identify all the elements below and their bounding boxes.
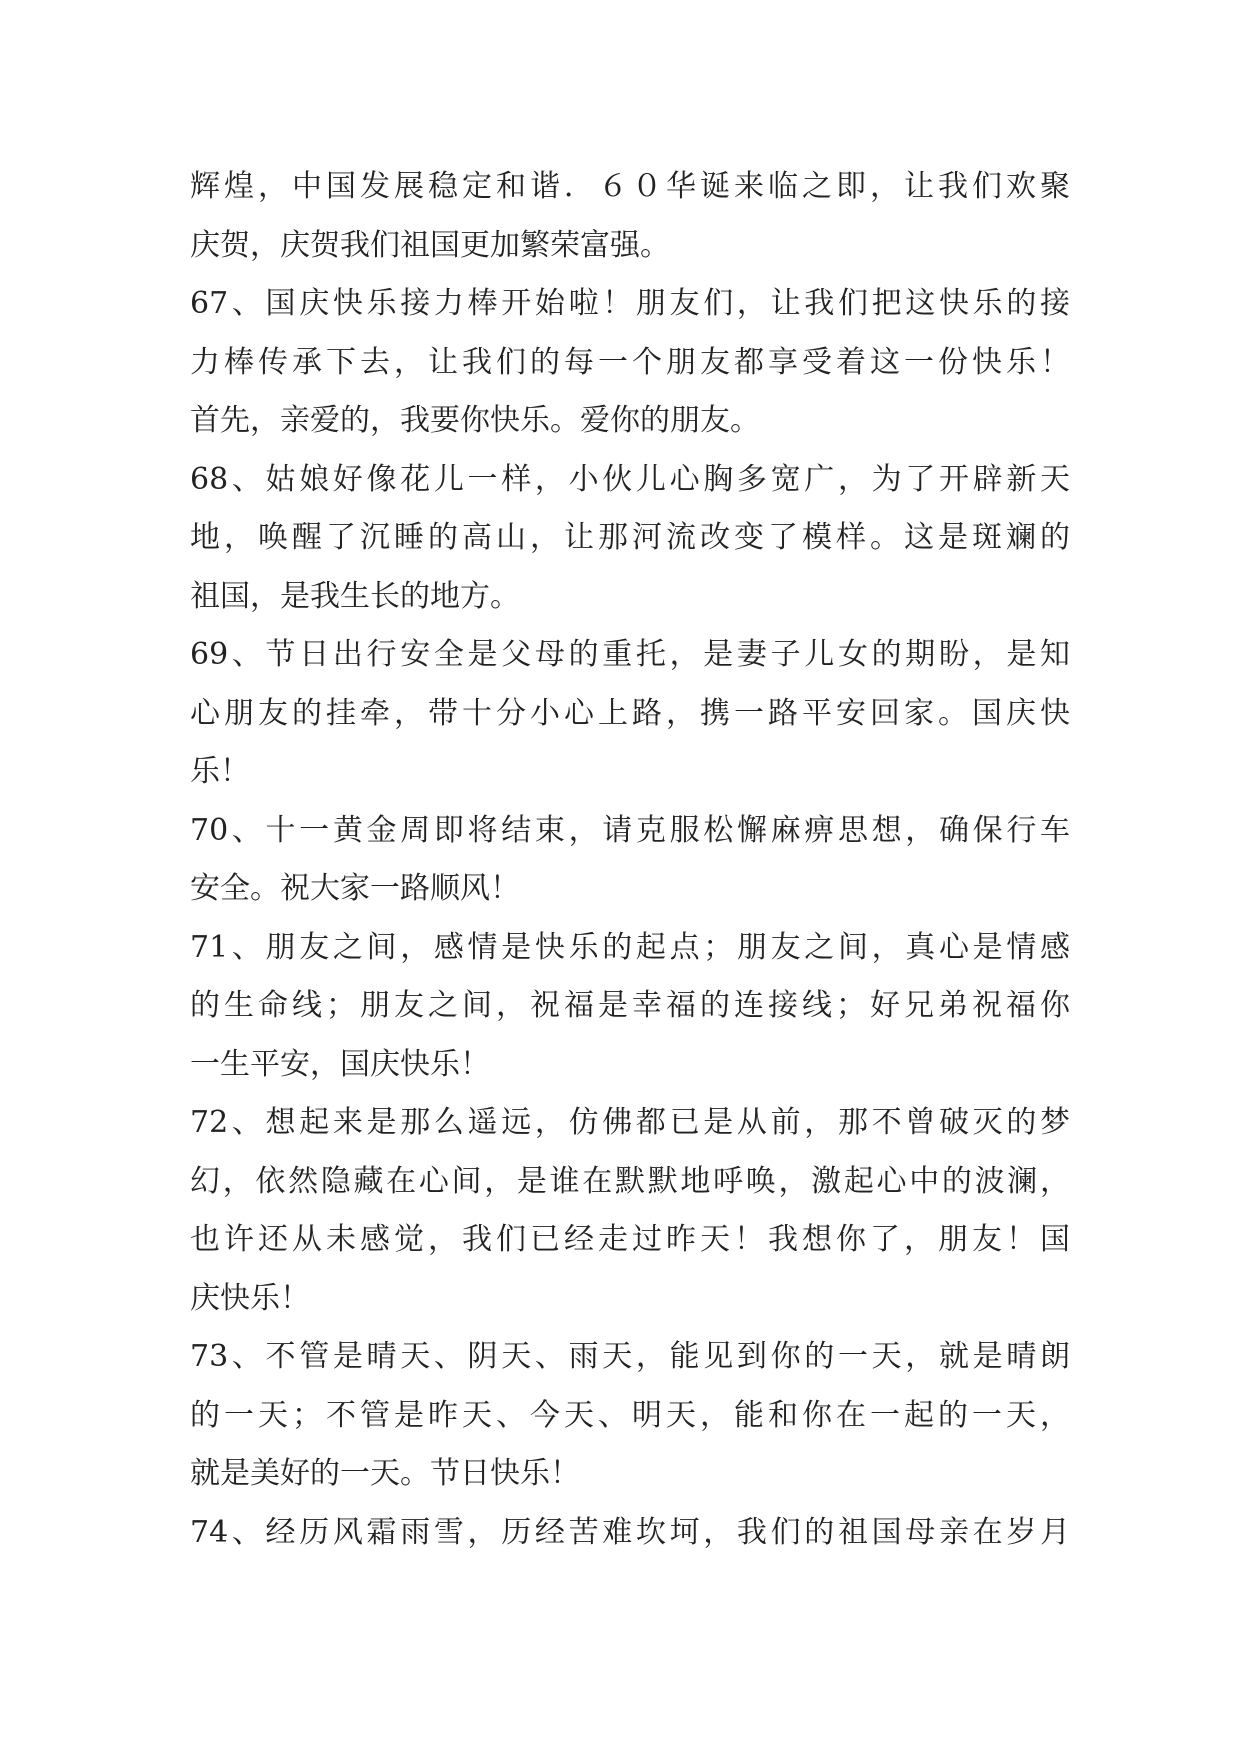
text-line: 力棒传承下去，让我们的每一个朋友都享受着这一份快乐！ [190,344,1070,380]
document-body [190,158,1070,1562]
text-line: 庆快乐！ [190,1280,310,1316]
text-line: 乐！ [190,754,250,789]
text-line: 73、不管是晴天、阴天、雨天，能见到你的一天，就是晴朗 [190,1339,1070,1374]
text-line: 的生命线；朋友之间，祝福是幸福的连接线；好兄弟祝福你 [190,988,1070,1023]
text-line: 72、想起来是那么遥远，仿佛都已是从前，那不曾破灭的梦 [190,1105,1070,1140]
text-line: 安全。祝大家一路顺风！ [190,871,520,906]
text-line: 幻，依然隐藏在心间，是谁在默默地呼唤，激起心中的波澜， [190,1163,1070,1199]
text-line: 70、十一黄金周即将结束，请克服松懈麻痹思想，确保行车 [190,812,1070,848]
text-line: 也许还从未感觉，我们已经走过昨天！我想你了，朋友！国 [190,1222,1070,1257]
text-line: 一生平安，国庆快乐！ [190,1046,490,1082]
text-line: 68、姑娘好像花儿一样，小伙儿心胸多宽广，为了开辟新天 [190,461,1070,497]
text-line: 就是美好的一天。节日快乐！ [190,1456,580,1491]
text-line: 首先，亲爱的，我要你快乐。爱你的朋友。 [190,403,760,438]
text-line: 辉煌，中国发展稳定和谐．６０华诞来临之即，让我们欢聚 [190,169,1070,204]
text-line: 地，唤醒了沉睡的高山，让那河流改变了模样。这是斑斓的 [190,520,1070,555]
text-line: 祖国，是我生长的地方。 [190,578,520,614]
text-line: 69、节日出行安全是父母的重托，是妻子儿女的期盼，是知 [190,637,1070,672]
text-line: 的一天；不管是昨天、今天、明天，能和你在一起的一天， [190,1397,1070,1433]
text-line: 67、国庆快乐接力棒开始啦！朋友们，让我们把这快乐的接 [190,286,1070,321]
text-line: 71、朋友之间，感情是快乐的起点；朋友之间，真心是情感 [190,929,1070,965]
text-line: 心朋友的挂牵，带十分小心上路，携一路平安回家。国庆快 [190,695,1070,731]
text-line: 74、经历风霜雨雪，历经苦难坎坷，我们的祖国母亲在岁月 [190,1514,1070,1550]
text-line: 庆贺，庆贺我们祖国更加繁荣富强。 [190,227,670,263]
